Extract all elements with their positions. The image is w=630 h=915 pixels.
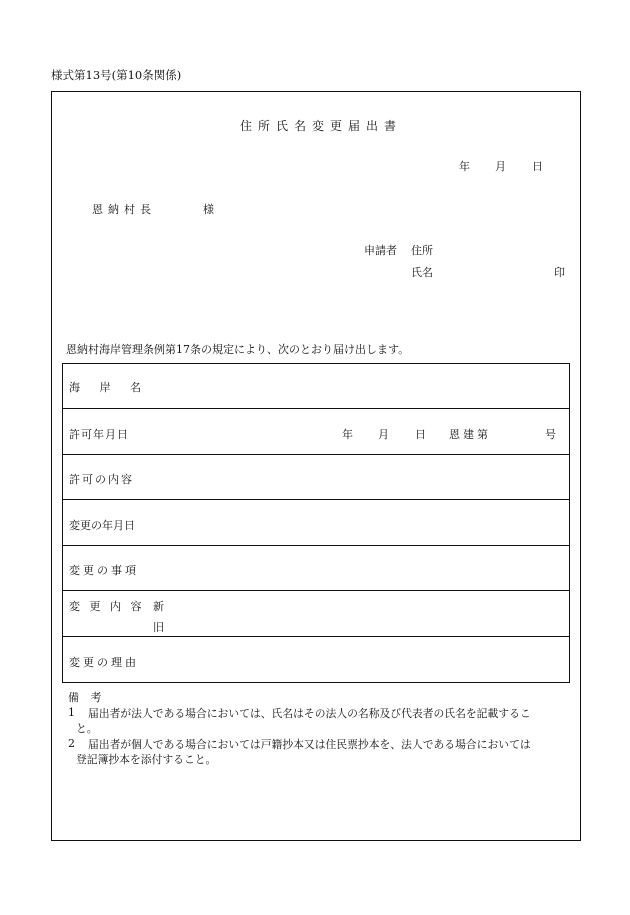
change-date-label: 変更の年月日 xyxy=(69,519,135,532)
notes-heading: 備 考 xyxy=(68,691,106,704)
table-row-divider xyxy=(63,454,569,455)
note-2-text-cont: 登記簿抄本を添付すること。 xyxy=(76,753,217,766)
permit-date-day: 日 xyxy=(415,428,426,441)
change-old-label: 旧 xyxy=(153,621,164,634)
date-month: 月 xyxy=(495,160,506,173)
table-row-divider xyxy=(63,545,569,546)
table-row-divider xyxy=(63,499,569,500)
change-content-label: 変 更 内 容 xyxy=(69,600,145,613)
note-1-text-cont: と。 xyxy=(76,722,98,735)
permit-content-label: 許可の内容 xyxy=(69,473,134,486)
change-item-label: 変更の事項 xyxy=(69,564,139,577)
date-year: 年 xyxy=(459,160,470,173)
permit-date-label: 許可年月日 xyxy=(69,428,129,441)
seal-mark: 印 xyxy=(554,266,565,279)
table-row-divider xyxy=(63,590,569,591)
table-row-divider xyxy=(63,636,569,637)
applicant-address-label: 住所 xyxy=(411,244,433,257)
applicant-label: 申請者 xyxy=(364,244,397,257)
details-table xyxy=(62,363,570,683)
applicant-name-label: 氏名 xyxy=(411,266,433,279)
statement-text: 恩納村海岸管理条例第17条の規定により、次のとおり届け出します。 xyxy=(66,343,410,356)
addressee-honorific: 様 xyxy=(203,203,214,216)
permit-number-suffix: 号 xyxy=(545,428,556,441)
permit-date-year: 年 xyxy=(342,428,353,441)
note-2-text: 届出者が個人である場合においては戸籍抄本又は住民票抄本を、法人である場合においては xyxy=(88,738,531,751)
addressee-name: 恩納村長 xyxy=(92,203,156,216)
permit-date-month: 月 xyxy=(378,428,389,441)
table-row-divider xyxy=(63,408,569,409)
date-day: 日 xyxy=(532,160,543,173)
change-reason-label: 変更の理由 xyxy=(69,656,139,669)
form-number: 様式第13号(第10条関係) xyxy=(51,68,182,82)
change-new-label: 新 xyxy=(153,600,164,613)
note-2-number: 2 xyxy=(68,737,75,750)
coast-name-label: 海 岸 名 xyxy=(69,381,149,394)
note-1-number: 1 xyxy=(68,706,75,719)
permit-number-prefix: 恩建第 xyxy=(449,428,491,441)
note-1-text: 届出者が法人である場合においては、氏名はその法人の名称及び代表者の氏名を記載するこ xyxy=(88,707,531,720)
form-title: 住所氏名変更届出書 xyxy=(240,119,403,133)
